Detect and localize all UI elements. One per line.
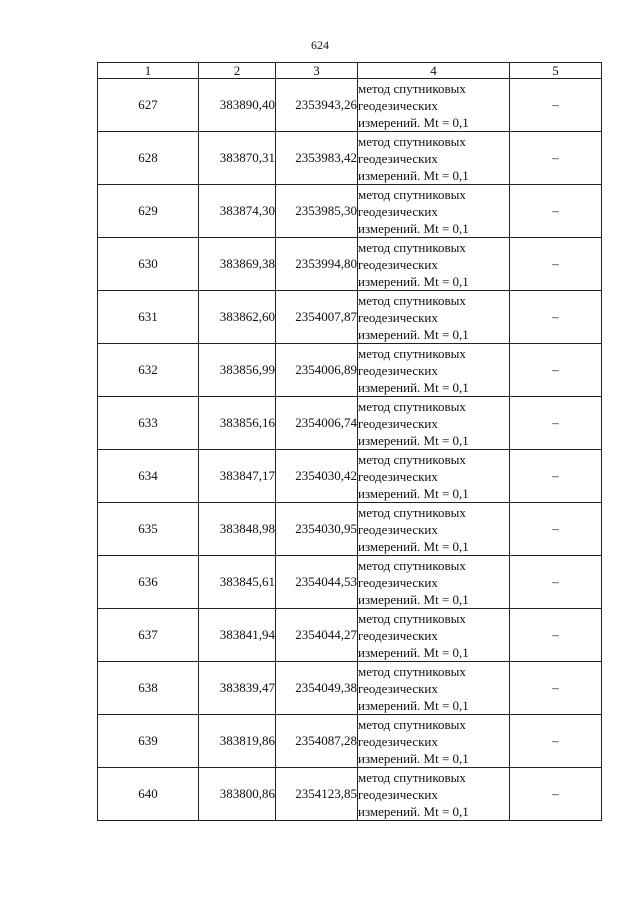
method-line-2: геодезических xyxy=(358,415,438,431)
y-coordinate-cell: 2353994,80 xyxy=(276,238,358,291)
table-row xyxy=(98,609,602,662)
method-cell xyxy=(358,503,510,556)
y-coordinate-cell: 2354006,89 xyxy=(276,344,358,397)
method-cell xyxy=(358,79,510,132)
table-row xyxy=(98,79,602,132)
coordinates-table xyxy=(97,62,602,821)
column-5-cell: – xyxy=(510,450,602,503)
method-line-1: метод спутниковых xyxy=(358,610,466,626)
method-line-2: геодезических xyxy=(358,733,438,749)
point-number-cell: 628 xyxy=(98,132,199,185)
y-coordinate-cell: 2354049,38 xyxy=(276,662,358,715)
x-coordinate-cell: 383841,94 xyxy=(199,609,276,662)
method-cell xyxy=(358,291,510,344)
page-number: 624 xyxy=(311,38,329,52)
column-5-cell: – xyxy=(510,503,602,556)
table-row xyxy=(98,397,602,450)
method-line-3: измерений. Mt = 0,1 xyxy=(358,485,469,501)
method-line-2: геодезических xyxy=(358,362,438,378)
method-line-3: измерений. Mt = 0,1 xyxy=(358,273,469,289)
method-line-1: метод спутниковых xyxy=(358,769,466,785)
x-coordinate-cell: 383874,30 xyxy=(199,185,276,238)
point-number-cell: 630 xyxy=(98,238,199,291)
method-line-1: метод спутниковых xyxy=(358,451,466,467)
header-cell-4: 4 xyxy=(358,63,510,79)
method-line-1: метод спутниковых xyxy=(358,80,466,96)
point-number-cell: 639 xyxy=(98,715,199,768)
y-coordinate-cell: 2354030,95 xyxy=(276,503,358,556)
method-cell xyxy=(358,556,510,609)
point-number-cell: 640 xyxy=(98,768,199,821)
method-line-2: геодезических xyxy=(358,574,438,590)
method-line-2: геодезических xyxy=(358,97,438,113)
method-cell xyxy=(358,768,510,821)
point-number-cell: 629 xyxy=(98,185,199,238)
method-line-3: измерений. Mt = 0,1 xyxy=(358,432,469,448)
method-line-2: геодезических xyxy=(358,309,438,325)
method-line-3: измерений. Mt = 0,1 xyxy=(358,538,469,554)
x-coordinate-cell: 383845,61 xyxy=(199,556,276,609)
method-line-2: геодезических xyxy=(358,521,438,537)
point-number-cell: 632 xyxy=(98,344,199,397)
table-row xyxy=(98,238,602,291)
table-header-row xyxy=(98,63,602,79)
header-cell-1: 1 xyxy=(98,63,199,79)
method-line-1: метод спутниковых xyxy=(358,292,466,308)
method-line-1: метод спутниковых xyxy=(358,239,466,255)
point-number-cell: 627 xyxy=(98,79,199,132)
method-cell xyxy=(358,715,510,768)
method-line-2: геодезических xyxy=(358,786,438,802)
method-line-3: измерений. Mt = 0,1 xyxy=(358,750,469,766)
column-5-cell: – xyxy=(510,79,602,132)
table-row xyxy=(98,768,602,821)
column-5-cell: – xyxy=(510,662,602,715)
method-line-2: геодезических xyxy=(358,203,438,219)
table-row xyxy=(98,450,602,503)
x-coordinate-cell: 383819,86 xyxy=(199,715,276,768)
method-cell xyxy=(358,609,510,662)
column-5-cell: – xyxy=(510,397,602,450)
x-coordinate-cell: 383862,60 xyxy=(199,291,276,344)
method-line-1: метод спутниковых xyxy=(358,663,466,679)
y-coordinate-cell: 2354007,87 xyxy=(276,291,358,344)
method-cell xyxy=(358,397,510,450)
column-5-cell: – xyxy=(510,291,602,344)
y-coordinate-cell: 2353943,26 xyxy=(276,79,358,132)
x-coordinate-cell: 383847,17 xyxy=(199,450,276,503)
table-row xyxy=(98,185,602,238)
point-number-cell: 636 xyxy=(98,556,199,609)
column-5-cell: – xyxy=(510,715,602,768)
method-line-1: метод спутниковых xyxy=(358,186,466,202)
y-coordinate-cell: 2354030,42 xyxy=(276,450,358,503)
column-5-cell: – xyxy=(510,238,602,291)
method-line-1: метод спутниковых xyxy=(358,133,466,149)
column-5-cell: – xyxy=(510,132,602,185)
method-line-1: метод спутниковых xyxy=(358,398,466,414)
method-line-3: измерений. Mt = 0,1 xyxy=(358,379,469,395)
x-coordinate-cell: 383848,98 xyxy=(199,503,276,556)
point-number-cell: 638 xyxy=(98,662,199,715)
point-number-cell: 633 xyxy=(98,397,199,450)
table-row xyxy=(98,344,602,397)
table-row xyxy=(98,503,602,556)
method-cell xyxy=(358,450,510,503)
x-coordinate-cell: 383869,38 xyxy=(199,238,276,291)
method-line-2: геодезических xyxy=(358,680,438,696)
method-cell xyxy=(358,132,510,185)
x-coordinate-cell: 383856,16 xyxy=(199,397,276,450)
y-coordinate-cell: 2354044,53 xyxy=(276,556,358,609)
x-coordinate-cell: 383890,40 xyxy=(199,79,276,132)
method-line-1: метод спутниковых xyxy=(358,345,466,361)
method-line-3: измерений. Mt = 0,1 xyxy=(358,697,469,713)
y-coordinate-cell: 2354006,74 xyxy=(276,397,358,450)
point-number-cell: 631 xyxy=(98,291,199,344)
table-row xyxy=(98,132,602,185)
method-line-3: измерений. Mt = 0,1 xyxy=(358,167,469,183)
method-line-2: геодезических xyxy=(358,150,438,166)
method-line-1: метод спутниковых xyxy=(358,557,466,573)
table-row xyxy=(98,291,602,344)
point-number-cell: 635 xyxy=(98,503,199,556)
x-coordinate-cell: 383800,86 xyxy=(199,768,276,821)
y-coordinate-cell: 2354044,27 xyxy=(276,609,358,662)
column-5-cell: – xyxy=(510,185,602,238)
y-coordinate-cell: 2353983,42 xyxy=(276,132,358,185)
column-5-cell: – xyxy=(510,556,602,609)
table-body xyxy=(98,63,602,821)
column-5-cell: – xyxy=(510,344,602,397)
y-coordinate-cell: 2353985,30 xyxy=(276,185,358,238)
method-line-3: измерений. Mt = 0,1 xyxy=(358,220,469,236)
method-line-1: метод спутниковых xyxy=(358,504,466,520)
method-line-3: измерений. Mt = 0,1 xyxy=(358,803,469,819)
header-cell-3: 3 xyxy=(276,63,358,79)
method-cell xyxy=(358,185,510,238)
method-line-3: измерений. Mt = 0,1 xyxy=(358,591,469,607)
column-5-cell: – xyxy=(510,768,602,821)
x-coordinate-cell: 383856,99 xyxy=(199,344,276,397)
table-row xyxy=(98,715,602,768)
method-cell xyxy=(358,662,510,715)
table-row xyxy=(98,662,602,715)
method-cell xyxy=(358,344,510,397)
column-5-cell: – xyxy=(510,609,602,662)
point-number-cell: 634 xyxy=(98,450,199,503)
table-row xyxy=(98,556,602,609)
point-number-cell: 637 xyxy=(98,609,199,662)
method-line-3: измерений. Mt = 0,1 xyxy=(358,114,469,130)
method-line-2: геодезических xyxy=(358,627,438,643)
method-line-2: геодезических xyxy=(358,468,438,484)
method-line-3: измерений. Mt = 0,1 xyxy=(358,326,469,342)
method-line-2: геодезических xyxy=(358,256,438,272)
method-line-3: измерений. Mt = 0,1 xyxy=(358,644,469,660)
header-cell-2: 2 xyxy=(199,63,276,79)
y-coordinate-cell: 2354123,85 xyxy=(276,768,358,821)
x-coordinate-cell: 383870,31 xyxy=(199,132,276,185)
x-coordinate-cell: 383839,47 xyxy=(199,662,276,715)
method-cell xyxy=(358,238,510,291)
method-line-1: метод спутниковых xyxy=(358,716,466,732)
y-coordinate-cell: 2354087,28 xyxy=(276,715,358,768)
header-cell-5: 5 xyxy=(510,63,602,79)
